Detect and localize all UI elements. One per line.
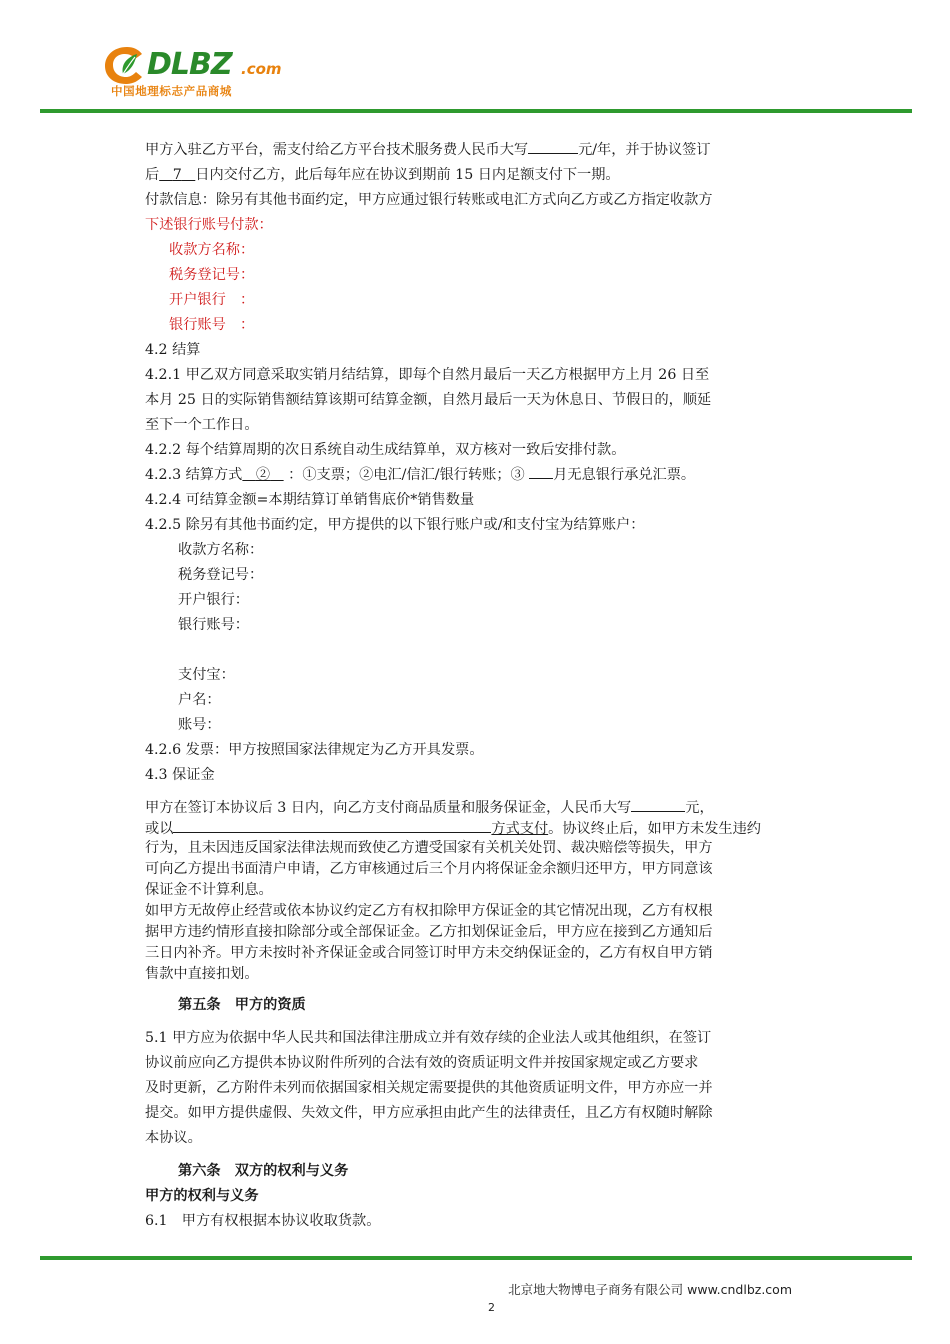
logo-leaf-icon [103,44,151,86]
article-5-line-2: 协议前应向乙方提供本协议附件所列的合法有效的资质证明文件并按国家规定或乙方要求 [145,1055,699,1071]
alipay-number-label: 账号： [178,717,221,733]
deposit-method-blank [173,817,491,833]
fee-amount-blank [528,138,578,154]
text: 或以 [145,821,174,837]
account-label: 银行账号 ： [169,317,255,333]
fee-days-value [159,167,195,183]
settle-payee-label: 收款方名称： [178,542,264,558]
deposit-line-2 [145,817,810,838]
text: 甲方在签订本协议后 3 日内，向乙方支付商品质量和服务保证金，人民币大写 [145,800,632,816]
text: ：①支票；②电汇/信汇/银行转账；③ [288,467,525,483]
article-5-line-1: 5.1 甲方应为依据中华人民共和国法律注册成立并有效存续的企业法人或其他组织，在签订 [145,1030,712,1046]
spacer [145,788,810,796]
text: 。协议终止后，如甲方未发生违约 [548,821,761,837]
text: 后 [145,167,160,183]
section-4-3-heading: 4.3 保证金 [145,767,215,783]
deposit-line-5: 保证金不计算利息。 [145,882,273,898]
bank-label: 开户银行 ： [169,292,255,308]
article-5-line-5: 本协议。 [145,1130,202,1146]
alipay-label: 支付宝： [178,667,235,683]
text: 4.2.3 结算方式 [145,467,243,483]
logo-subtitle: 中国地理标志产品商城 [111,84,232,98]
tax-number-label: 税务登记号： [169,267,255,283]
payee-name-label: 收款方名称： [169,242,255,258]
deposit-line-4: 可向乙方提出书面清户申请，乙方审核通过后三个月内将保证金余额归还甲方，甲方同意该 [145,861,713,877]
fee-days: 7 [172,167,182,183]
months-blank [529,463,553,479]
text: 月无息银行承兑汇票。 [553,467,696,483]
deposit-p2-line-2: 据甲方违约情形直接扣除部分或全部保证金。乙方扣划保证金后，甲方应在接到乙方通知后 [145,924,713,940]
header-divider [40,109,912,113]
footer-company: 北京地大物博电子商务有限公司 www.cndlbz.com [508,1282,792,1297]
clause-4-2-3 [145,463,810,488]
clause-4-2-1-line-3: 至下一个工作日。 [145,417,259,433]
payment-info-line: 付款信息：除另有其他书面约定，甲方应通过银行转账或电汇方式向乙方或乙方指定收款方 [145,192,713,208]
text: 甲方入驻乙方平台，需支付给乙方平台技术服务费人民币大写 [145,142,529,158]
clause-4-2-4: 4.2.4 可结算金额=本期结算订单销售底价*销售数量 [145,492,475,508]
spacer [145,638,810,663]
clause-6-1: 6.1 甲方有权根据本协议收取货款。 [145,1213,381,1229]
spacer [145,985,810,993]
deposit-line-3: 行为，且未因违反国家法律法规而致使乙方遭受国家有关机关处罚、裁决赔偿等损失，甲方 [145,840,713,856]
settlement-choice [242,467,283,483]
fee-line-2 [145,163,810,188]
deposit-p2-line-3: 三日内补齐。甲方未按时补齐保证金或合同签订时甲方未交纳保证金的，乙方有权自甲方销 [145,945,713,961]
text: 元， [685,800,714,816]
settle-bank-label: 开户银行： [178,592,249,608]
deposit-p2-line-4: 售款中直接扣划。 [145,966,259,982]
clause-4-2-6: 4.2.6 发票：甲方按照国家法律规定为乙方开具发票。 [145,742,484,758]
text: 日内交付乙方，此后每年应在协议到期前 15 日内足额支付下一期。 [195,167,620,183]
deposit-method-label: 方式支付 [491,821,549,837]
clause-4-2-1-line-2: 本月 25 日的实际销售额结算该期可结算金额，自然月最后一天为休息日、节假日的，顺延 [145,392,712,408]
deposit-line-1 [145,796,810,817]
article-6-subtitle: 甲方的权利与义务 [145,1188,259,1204]
payment-info-line-red: 下述银行账号付款： [145,217,273,233]
logo-domain: .com [241,60,282,78]
settle-tax-label: 税务登记号： [178,567,264,583]
clause-4-2-2: 4.2.2 每个结算周期的次日系统自动生成结算单，双方核对一致后安排付款。 [145,442,626,458]
site-logo[interactable] [103,44,303,100]
clause-4-2-1-line-1: 4.2.1 甲乙双方同意采取实销月结结算，即每个自然月最后一天乙方根据甲方上月 26 日至 [145,367,710,383]
alipay-holder-label: 户名： [178,692,221,708]
settlement-choice-value: ② [255,467,271,483]
settle-account-label: 银行账号： [178,617,249,633]
article-5-line-4: 提交。如甲方提供虚假、失效文件，甲方应承担由此产生的法律责任，且乙方有权随时解除 [145,1105,713,1121]
deposit-amount-blank [631,796,685,812]
section-4-2-heading: 4.2 结算 [145,342,201,358]
text: 元/年，并于协议签订 [578,142,711,158]
article-5-line-3: 及时更新，乙方附件未列而依据国家相关规定需要提供的其他资质证明文件，甲方亦应一并 [145,1080,713,1096]
spacer [145,1151,810,1159]
deposit-p2-line-1: 如甲方无故停止经营或依本协议约定乙方有权扣除甲方保证金的其它情况出现，乙方有权根 [145,903,713,919]
fee-line-1 [145,138,810,163]
clause-4-2-5: 4.2.5 除另有其他书面约定，甲方提供的以下银行账户或/和支付宝为结算账户： [145,517,645,533]
document-body [145,138,810,1234]
page-number: 2 [488,1301,495,1314]
article-6-title: 第六条 双方的权利与义务 [178,1163,349,1179]
logo-wordmark: DLBZ [147,47,232,82]
article-5-title: 第五条 甲方的资质 [178,997,306,1013]
footer-divider [40,1256,912,1260]
spacer [145,1018,810,1026]
